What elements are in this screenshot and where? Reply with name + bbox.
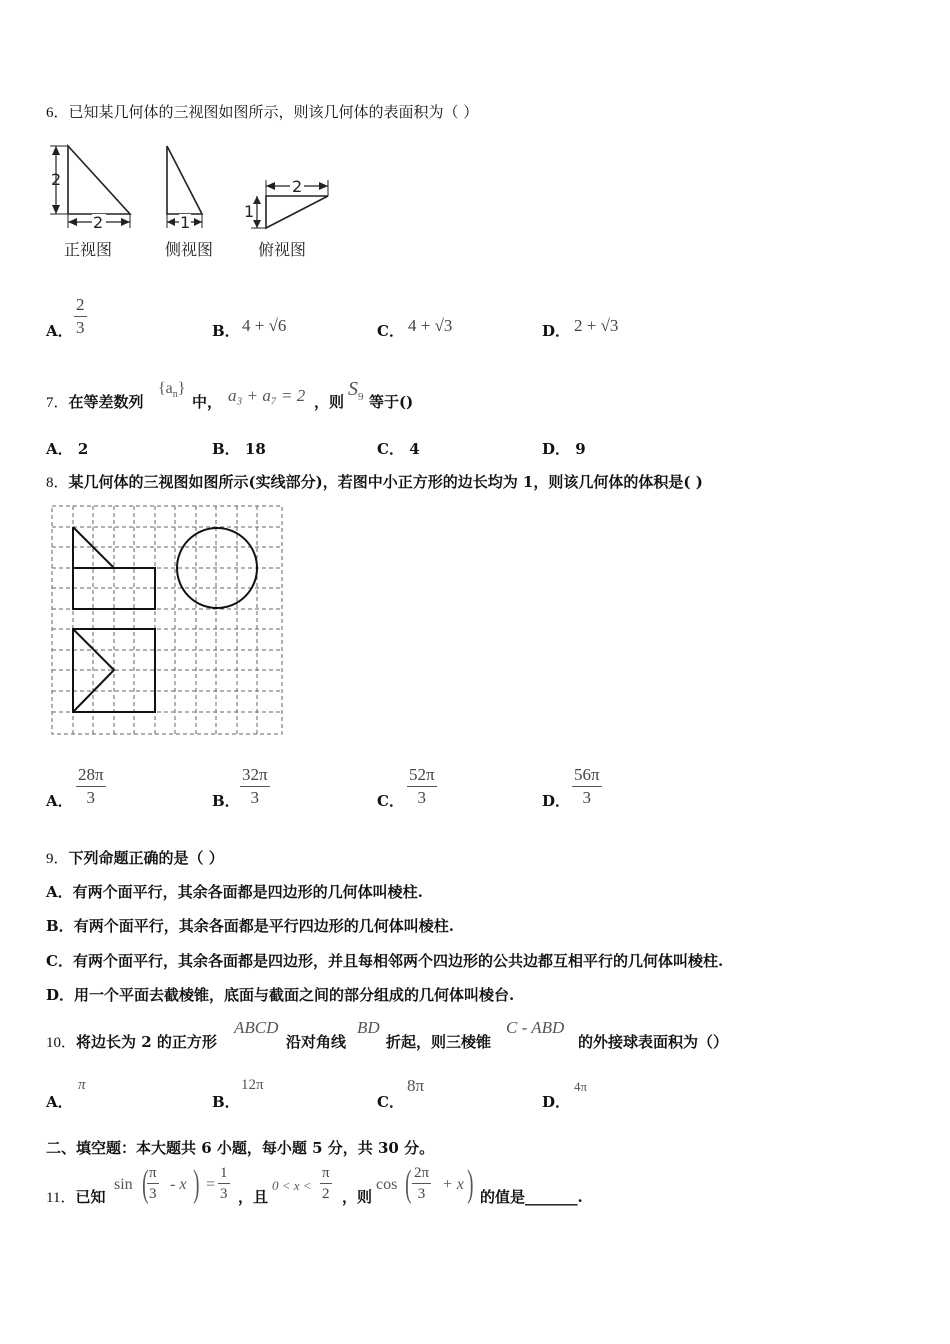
q7-seq-end: } <box>177 380 186 397</box>
front-width-label: 2 <box>93 213 104 232</box>
q7-s9 <box>348 378 364 403</box>
q9-d-text: 用一个平面去截棱锥，底面与截面之间的部分组成的几何体叫棱台. <box>74 986 515 1004</box>
front-view-caption: 正视图 <box>64 240 113 259</box>
q8-option-c-value <box>407 764 437 809</box>
q8-d-num: 56π <box>572 764 602 787</box>
q8-c-num: 52π <box>407 764 437 787</box>
q9-c-label: C． <box>46 952 73 970</box>
q11-paren-close-2: ) <box>467 1163 474 1205</box>
q10-c-abd: C - ABD <box>506 1018 565 1037</box>
q7-s9-sub: 9 <box>358 391 364 403</box>
q11-tail <box>480 1187 583 1207</box>
q11-range: 0 < x < <box>272 1178 312 1193</box>
q7-c-value: 4 <box>409 440 420 458</box>
q7-text1: 在等差数列 <box>68 393 144 411</box>
q9-text: 下列命题正确的是（ ） <box>68 849 224 867</box>
q8-b-den: 3 <box>250 788 260 807</box>
q11-b-den: 2 <box>322 1186 330 1202</box>
q8-grid-figure <box>48 503 288 739</box>
q6-text: 已知某几何体的三视图如图所示，则该几何体的表面积为（ ） <box>68 103 479 121</box>
q8-c-den: 3 <box>417 788 427 807</box>
q6-option-a-value <box>74 294 87 339</box>
top-height-label: 1 <box>244 202 255 221</box>
top-view <box>251 178 328 228</box>
q11-paren-open-2: ( <box>405 1163 412 1205</box>
q11-a-num: π <box>147 1163 159 1184</box>
q6-option-a-label[interactable]: A． <box>46 322 73 340</box>
top-view-caption: 俯视图 <box>258 240 307 259</box>
q7-b-value: 18 <box>244 440 266 458</box>
q7-option-b[interactable] <box>212 438 266 459</box>
q11-stem <box>46 1187 105 1208</box>
q8-text: 某几何体的三视图如图所示(实线部分)，若图中小正方形的边长均为 1，则该几何体的体积是( ) <box>68 473 703 491</box>
q8-option-d-value <box>572 764 602 809</box>
q7-condition: a₃ + a₇ = 2 <box>228 386 306 405</box>
q10-option-d-label[interactable]: D． <box>542 1093 571 1111</box>
q7-s9-letter: S <box>348 378 358 400</box>
q8-stem <box>46 472 703 493</box>
q7-number: 7． <box>46 395 69 411</box>
q9-stem <box>46 848 224 869</box>
q11-text3: ，则 <box>342 1188 373 1206</box>
q7-option-d[interactable] <box>542 438 586 459</box>
q9-c-text: 有两个面平行，其余各面都是四边形，并且每相邻两个四边形的公共边都互相平行的几何体叫棱柱. <box>72 952 724 970</box>
q10-text4: 的外接球表面积为（） <box>578 1033 729 1051</box>
q6-option-b-label[interactable]: B． <box>212 322 240 340</box>
top-width-label: 2 <box>292 177 303 196</box>
q8-front-view <box>73 527 155 609</box>
q9-b-label: B． <box>46 917 74 935</box>
q7-sequence <box>158 380 185 400</box>
q9-option-c[interactable] <box>46 951 723 971</box>
q11-r-den: 3 <box>220 1186 228 1202</box>
q9-a-text: 有两个面平行，其余各面都是四边形的几何体叫棱柱. <box>72 883 423 901</box>
q11-number: 11． <box>46 1190 76 1206</box>
q10-text3: 折起，则三棱锥 <box>386 1033 492 1051</box>
q7-text4: 等于() <box>369 393 414 411</box>
q11-frac-a <box>147 1163 159 1204</box>
q11-r-num: 1 <box>218 1163 230 1184</box>
q11-text1: 已知 <box>75 1188 106 1206</box>
q7-a-value: 2 <box>77 440 89 458</box>
q11-paren-open-1: ( <box>142 1163 149 1205</box>
q10-option-d-value: 4π <box>574 1079 588 1094</box>
q6-option-d-label[interactable]: D． <box>542 322 571 340</box>
q6-stem <box>46 102 478 123</box>
q8-a-num: 28π <box>76 764 106 787</box>
q7-text3: ，则 <box>314 393 345 411</box>
q10-option-a-label[interactable]: A． <box>46 1093 73 1111</box>
q8-option-d-label[interactable]: D． <box>542 792 571 810</box>
front-view <box>50 146 130 230</box>
q7-text2: 中， <box>192 393 223 411</box>
q10-option-b-value: 12π <box>241 1077 264 1093</box>
front-height-label: 2 <box>51 170 62 189</box>
q11-cos: cos <box>376 1176 398 1193</box>
q11-frac-c <box>412 1163 431 1204</box>
q11-paren-close-1: ) <box>193 1163 200 1205</box>
q9-number: 9． <box>46 851 69 867</box>
q7-option-a[interactable] <box>46 438 88 459</box>
q7-seq-sub: n <box>172 389 178 401</box>
q9-a-label: A． <box>46 883 73 901</box>
q6-a-den: 3 <box>76 318 85 337</box>
q7-seq: {a <box>158 380 173 397</box>
q7-b-label: B． <box>212 440 240 458</box>
q11-sin: sin <box>114 1176 133 1193</box>
q9-option-d[interactable] <box>46 985 514 1005</box>
q11-a-den: 3 <box>149 1186 157 1202</box>
q8-b-num: 32π <box>240 764 270 787</box>
q8-option-a-label[interactable]: A． <box>46 792 73 810</box>
q10-option-b-label[interactable]: B． <box>212 1093 240 1111</box>
q9-option-b[interactable] <box>46 916 454 936</box>
section-2-heading: 二、填空题：本大题共 6 小题，每小题 5 分，共 30 分。 <box>46 1139 435 1157</box>
q7-d-label: D． <box>542 440 571 458</box>
q10-abcd: ABCD <box>234 1018 279 1037</box>
q7-d-value: 9 <box>575 440 586 458</box>
q10-bd: BD <box>357 1018 380 1037</box>
q8-option-b-value <box>240 764 270 809</box>
q10-option-c-label[interactable]: C． <box>377 1093 404 1111</box>
q11-b-num: π <box>320 1163 332 1184</box>
q8-side-view-circle <box>177 528 257 608</box>
q11-frac-b <box>320 1163 332 1204</box>
q8-option-a-value <box>76 764 106 809</box>
q8-number: 8． <box>46 475 69 491</box>
q6-option-c-value: 4 + √3 <box>408 316 453 335</box>
q7-a-label: A． <box>46 440 73 458</box>
q8-option-b-label[interactable]: B． <box>212 792 240 810</box>
q10-option-a-value: π <box>78 1077 86 1093</box>
q11-frac-r <box>218 1163 230 1204</box>
q9-d-label: D． <box>46 986 75 1004</box>
q11-c-den: 3 <box>417 1186 426 1202</box>
q10-text2: 沿对角线 <box>286 1033 347 1051</box>
q10-number: 10． <box>46 1035 77 1051</box>
q8-d-den: 3 <box>582 788 592 807</box>
q6-option-c-label[interactable]: C． <box>377 322 404 340</box>
q7-stem <box>46 392 144 413</box>
q11-minus-x: - x <box>170 1176 187 1193</box>
q11-end: . <box>577 1188 583 1206</box>
q11-plus-x: + x <box>442 1176 464 1193</box>
q10-stem <box>46 1032 217 1053</box>
q7-option-c[interactable] <box>377 438 420 459</box>
q11-c-num: 2π <box>412 1163 431 1184</box>
q11-answer-blank[interactable]: _______ <box>525 1188 578 1206</box>
q10-option-c-value: 8π <box>407 1076 425 1095</box>
q7-c-label: C． <box>377 440 404 458</box>
q8-option-c-label[interactable]: C． <box>377 792 404 810</box>
q6-option-b-value: 4 + √6 <box>242 316 287 335</box>
q6-number: 6． <box>46 105 69 121</box>
q9-option-a[interactable] <box>46 882 423 902</box>
q10-text1: 将边长为 2 的正方形 <box>76 1033 217 1051</box>
q6-a-num: 2 <box>74 294 87 317</box>
q9-b-text: 有两个面平行，其余各面都是平行四边形的几何体叫棱柱. <box>73 917 454 935</box>
side-view-caption: 侧视图 <box>165 240 214 259</box>
q8-a-den: 3 <box>86 788 96 807</box>
q11-text2: ，且 <box>238 1188 269 1206</box>
q11-text4: 的值是 <box>480 1188 526 1206</box>
q11-equals: = <box>206 1176 216 1193</box>
side-width-label: 1 <box>180 213 191 232</box>
q6-option-d-value: 2 + √3 <box>574 316 619 335</box>
